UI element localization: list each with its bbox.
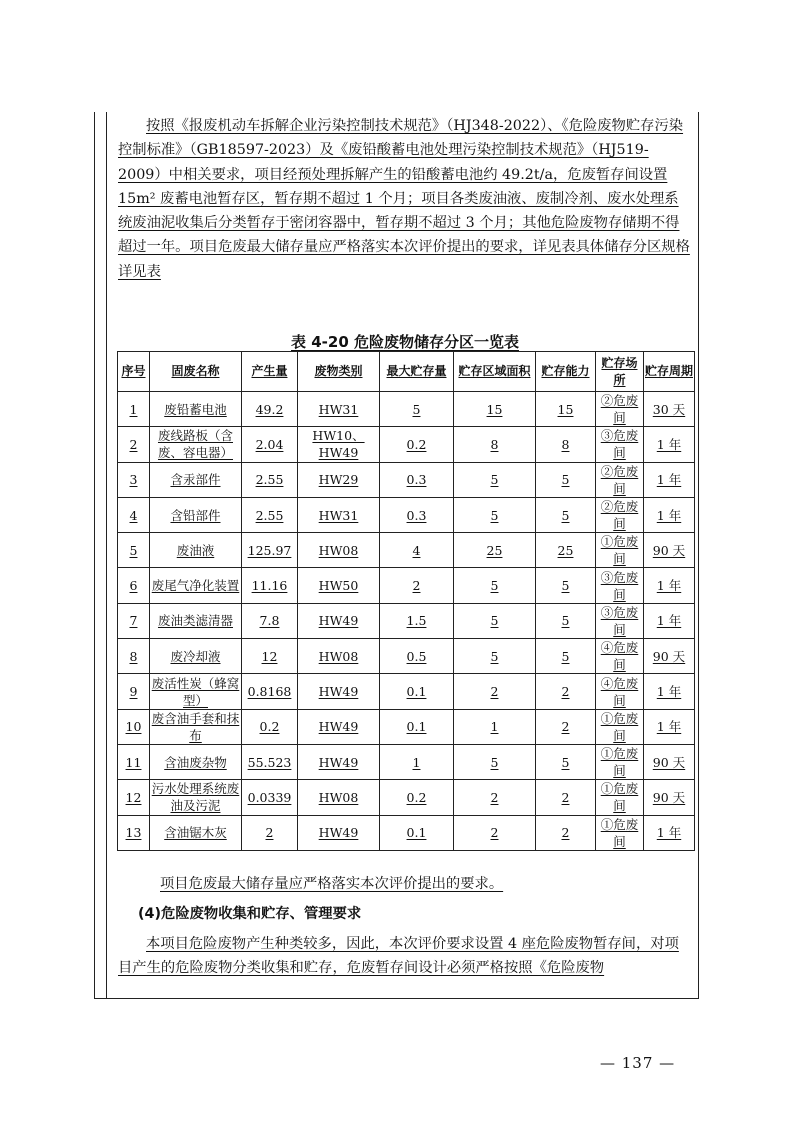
table-cell: ②危废间: [596, 497, 644, 532]
table-cell: 2: [454, 815, 536, 850]
table-cell: HW08: [298, 639, 380, 674]
table-cell: 0.5: [380, 639, 454, 674]
table-cell: 90 天: [644, 780, 695, 815]
table-row: [118, 780, 695, 815]
section-paragraph: 本项目危险废物产生种类较多，因此，本次评价要求设置 4 座危险废物暂存间，对项目产生的危险废物分类收集和贮存，危废暂存间设计必须严格按照《危险废物: [118, 936, 679, 977]
table-cell: 5: [536, 497, 596, 532]
table-cell: 15: [454, 392, 536, 427]
frame-inner-rule: [106, 112, 107, 998]
table-cell: 2: [118, 427, 150, 462]
table-cell: 12: [242, 639, 298, 674]
table-cell: 2.55: [242, 462, 298, 497]
table-row: [118, 603, 695, 638]
table-cell: 3: [118, 462, 150, 497]
table-cell: ①危废间: [596, 815, 644, 850]
table-cell: 5: [454, 603, 536, 638]
table-cell: 90 天: [644, 744, 695, 779]
table-cell: 2: [242, 815, 298, 850]
table-cell: HW31: [298, 392, 380, 427]
table-cell: 2: [454, 674, 536, 709]
table-cell: ①危废间: [596, 533, 644, 568]
table-row: [118, 815, 695, 850]
table-cell: 0.1: [380, 709, 454, 744]
table-cell: ②危废间: [596, 462, 644, 497]
table-cell: 含油废杂物: [150, 744, 242, 779]
header-cell: 贮存场所: [596, 352, 644, 392]
table-cell: 2.55: [242, 497, 298, 532]
table-cell: 1: [380, 744, 454, 779]
table-cell: 1: [454, 709, 536, 744]
table-cell: HW31: [298, 497, 380, 532]
table-cell: 1 年: [644, 427, 695, 462]
header-cell: 贮存区域面积: [454, 352, 536, 392]
table-cell: 废油类滤清器: [150, 603, 242, 638]
table-cell: HW49: [298, 603, 380, 638]
table-cell: 90 天: [644, 533, 695, 568]
table-cell: 1 年: [644, 497, 695, 532]
table-cell: ②危废间: [596, 392, 644, 427]
table-cell: ③危废间: [596, 427, 644, 462]
table-cell: 5: [118, 533, 150, 568]
table-cell: HW29: [298, 462, 380, 497]
table-cell: 4: [118, 497, 150, 532]
table-cell: 5: [536, 603, 596, 638]
table-cell: 5: [536, 639, 596, 674]
intro-paragraph: 按照《报废机动车拆解企业污染控制技术规范》（HJ348-2022）、《危险废物贮存污染控制标准》（GB18597-2023）及《废铅酸蓄电池处理污染控制技术规范》（HJ519-2009）中相关要求，项目经预处理拆解产生的铅酸蓄电池约 49.2t/a，危废暂存间设置 15m² 废蓄电池暂存区，暂存期不超过 1 个月；项目各类废油液、废制冷剂、废水处理系统废油泥收集后分类暂存于密闭容器中，暂存期不超过 3 个月；其他危险废物存储期不得超过一年。项目危废最大储存量应严格落实本次评价提出的要求，详见表具体储存分区规格详见表: [118, 118, 690, 280]
header-cell: 贮存能力: [536, 352, 596, 392]
table-cell: 0.1: [380, 674, 454, 709]
table-cell: 废含油手套和抹布: [150, 709, 242, 744]
table-cell: 污水处理系统废油及污泥: [150, 780, 242, 815]
table-cell: 废尾气净化装置: [150, 568, 242, 603]
table-cell: 0.3: [380, 497, 454, 532]
table-cell: 1 年: [644, 568, 695, 603]
table-cell: 5: [536, 744, 596, 779]
table-cell: 废油液: [150, 533, 242, 568]
table-cell: 5: [536, 568, 596, 603]
table-cell: 8: [454, 427, 536, 462]
table-cell: 8: [536, 427, 596, 462]
table-cell: 15: [536, 392, 596, 427]
table-cell: 0.8168: [242, 674, 298, 709]
table-cell: 2: [536, 815, 596, 850]
table-cell: 1 年: [644, 674, 695, 709]
table-cell: 8: [118, 639, 150, 674]
table-cell: 2.04: [242, 427, 298, 462]
table-cell: 1 年: [644, 709, 695, 744]
table-cell: 1.5: [380, 603, 454, 638]
table-row: [118, 709, 695, 744]
table-cell: 2: [454, 780, 536, 815]
table-cell: ③危废间: [596, 603, 644, 638]
header-cell: 废物类别: [298, 352, 380, 392]
table-cell: 0.2: [380, 780, 454, 815]
header-cell: 最大贮存量: [380, 352, 454, 392]
table-row: [118, 744, 695, 779]
table-header-row: [118, 352, 695, 392]
table-cell: 2: [536, 780, 596, 815]
table-row: [118, 533, 695, 568]
table-cell: 125.97: [242, 533, 298, 568]
section-heading: (4)危险废物收集和贮存、管理要求: [138, 906, 362, 922]
table-cell: 5: [454, 639, 536, 674]
table-row: [118, 462, 695, 497]
table-row: [118, 674, 695, 709]
table-cell: HW08: [298, 780, 380, 815]
table-cell: 10: [118, 709, 150, 744]
table-cell: 0.0339: [242, 780, 298, 815]
table-cell: 55.523: [242, 744, 298, 779]
table-cell: HW49: [298, 815, 380, 850]
table-cell: 25: [454, 533, 536, 568]
table-cell: 4: [380, 533, 454, 568]
table-cell: HW50: [298, 568, 380, 603]
table-cell: 2: [380, 568, 454, 603]
table-cell: ①危废间: [596, 780, 644, 815]
table-cell: 2: [536, 709, 596, 744]
table-note: 项目危废最大储存量应严格落实本次评价提出的要求。: [160, 876, 504, 892]
table-cell: 9: [118, 674, 150, 709]
table-cell: 12: [118, 780, 150, 815]
table-cell: HW49: [298, 674, 380, 709]
table-cell: 13: [118, 815, 150, 850]
table-cell: 含汞部件: [150, 462, 242, 497]
table-cell: 11.16: [242, 568, 298, 603]
table-cell: HW10、HW49: [298, 427, 380, 462]
table-cell: ④危废间: [596, 674, 644, 709]
table-cell: ①危废间: [596, 744, 644, 779]
table-cell: 废铅蓄电池: [150, 392, 242, 427]
table-cell: ①危废间: [596, 709, 644, 744]
table-cell: 5: [454, 462, 536, 497]
table-cell: HW08: [298, 533, 380, 568]
table-cell: 5: [454, 568, 536, 603]
table-body: [118, 392, 695, 851]
table-cell: 11: [118, 744, 150, 779]
table-cell: 废冷却液: [150, 639, 242, 674]
table-cell: 2: [536, 674, 596, 709]
header-cell: 固废名称: [150, 352, 242, 392]
table-row: [118, 568, 695, 603]
table-cell: 0.2: [242, 709, 298, 744]
table-cell: 1 年: [644, 815, 695, 850]
table-cell: HW49: [298, 709, 380, 744]
table-row: [118, 639, 695, 674]
table-cell: 5: [536, 462, 596, 497]
table-cell: ③危废间: [596, 568, 644, 603]
table-cell: 5: [380, 392, 454, 427]
table-cell: ④危废间: [596, 639, 644, 674]
table-cell: 0.3: [380, 462, 454, 497]
table-cell: 含铅部件: [150, 497, 242, 532]
hazardous-waste-storage-table: [117, 351, 695, 851]
table-cell: 49.2: [242, 392, 298, 427]
table-row: [118, 427, 695, 462]
table-cell: 0.2: [380, 427, 454, 462]
table-cell: 6: [118, 568, 150, 603]
table-cell: 0.1: [380, 815, 454, 850]
table-cell: 5: [454, 497, 536, 532]
table-cell: 7: [118, 603, 150, 638]
header-cell: 产生量: [242, 352, 298, 392]
table-title: 表 4-20 危险废物储存分区一览表: [291, 333, 519, 351]
table-cell: 7.8: [242, 603, 298, 638]
table-cell: 废线路板（含废、容电器）: [150, 427, 242, 462]
table-cell: 1 年: [644, 603, 695, 638]
table-cell: HW49: [298, 744, 380, 779]
table-cell: 90 天: [644, 639, 695, 674]
table-cell: 30 天: [644, 392, 695, 427]
table-cell: 1: [118, 392, 150, 427]
page-number: — 137 —: [600, 1054, 676, 1072]
header-cell: 序号: [118, 352, 150, 392]
table-row: [118, 497, 695, 532]
header-cell: 贮存周期: [644, 352, 695, 392]
table-cell: 5: [454, 744, 536, 779]
table-cell: 含油锯木灰: [150, 815, 242, 850]
table-row: [118, 392, 695, 427]
table-cell: 废活性炭（蜂窝型）: [150, 674, 242, 709]
table-cell: 25: [536, 533, 596, 568]
table-cell: 1 年: [644, 462, 695, 497]
